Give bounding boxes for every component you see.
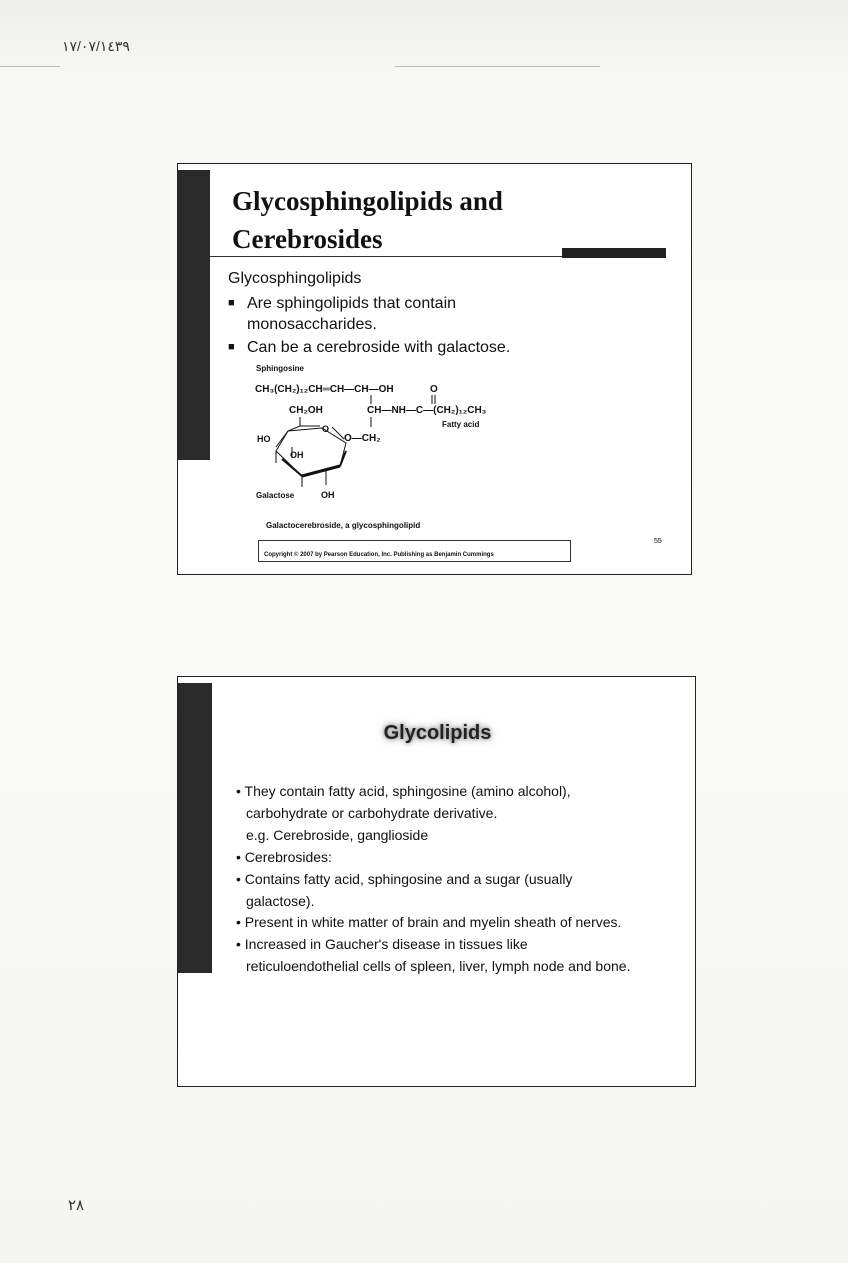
title-rule-accent: [562, 248, 666, 258]
bottom-hydroxyl: OH: [321, 490, 335, 500]
body-line: e.g. Cerebroside, ganglioside: [246, 827, 429, 843]
header-rule-right: [395, 66, 600, 67]
slide-title-line-1: Glycosphingolipids and: [232, 186, 503, 216]
ring-hydroxyl: OH: [290, 450, 304, 460]
body-line: galactose).: [246, 893, 315, 909]
slide-number: 55: [654, 538, 662, 545]
title-rule: [210, 256, 562, 257]
body-line: • Cerebrosides:: [236, 849, 332, 865]
bullet-text-line-1: Are sphingolipids that contain: [247, 295, 457, 312]
body-line: reticuloendothelial cells of spleen, liver, lymph node and bone.: [246, 958, 631, 974]
sphingosine-chain: CH₃(CH₂)₁₂CH═CH—CH—OH: [255, 384, 394, 395]
ring-oxygen: O: [322, 424, 330, 434]
bullet-text-line-2: monosaccharides.: [247, 316, 377, 333]
label-galactose: Galactose: [256, 491, 295, 500]
ch2oh-group: CH₂OH: [289, 405, 323, 416]
figure-caption: Galactocerebroside, a glycosphingolipid: [266, 521, 421, 530]
slide-title: Glycolipids: [383, 722, 492, 744]
header-rule-left: [0, 66, 60, 67]
bullet-item: [228, 293, 547, 335]
slide-title-line-2: Cerebrosides: [232, 224, 383, 254]
slide-title: [232, 182, 562, 258]
body-line: • They contain fatty acid, sphingosine (amino alcohol),: [236, 783, 571, 799]
body-line: carbohydrate or carbohydrate derivative.: [246, 805, 498, 821]
body-line: • Increased in Gaucher's disease in tissues like: [236, 936, 528, 952]
bullet-square-icon: ■: [228, 297, 235, 309]
header-date: ١٧/٠٧/١٤٣٩: [62, 38, 130, 54]
bullet-item: [228, 337, 547, 358]
copyright-box: Copyright © 2007 by Pearson Education, Inc. Publishing as Benjamin Cummings: [258, 540, 571, 562]
ring-ho: HO: [257, 434, 271, 444]
bullet-square-icon: ■: [228, 341, 235, 353]
label-fatty-acid: Fatty acid: [442, 420, 480, 429]
label-sphingosine: Sphingosine: [256, 364, 304, 373]
o-ch2-linkage: O—CH₂: [344, 433, 381, 444]
page-number: ٢٨: [68, 1197, 85, 1214]
body-line: • Contains fatty acid, sphingosine and a sugar (usually: [236, 871, 573, 887]
body-line: • Present in white matter of brain and myelin sheath of nerves.: [236, 914, 622, 930]
galactocerebroside-structure: [238, 359, 598, 529]
carbonyl-oxygen: O: [430, 384, 438, 395]
bullet-text-line-1: Can be a cerebroside with galactose.: [247, 339, 511, 356]
amide-row: CH—NH—C—(CH₂)₁₂CH₃: [367, 405, 487, 416]
slide-glycosphingolipids: [177, 163, 692, 575]
slide-side-bar: [178, 170, 210, 460]
slide-glycolipids: [177, 676, 696, 1087]
slide-subtitle: Glycosphingolipids: [228, 270, 362, 287]
